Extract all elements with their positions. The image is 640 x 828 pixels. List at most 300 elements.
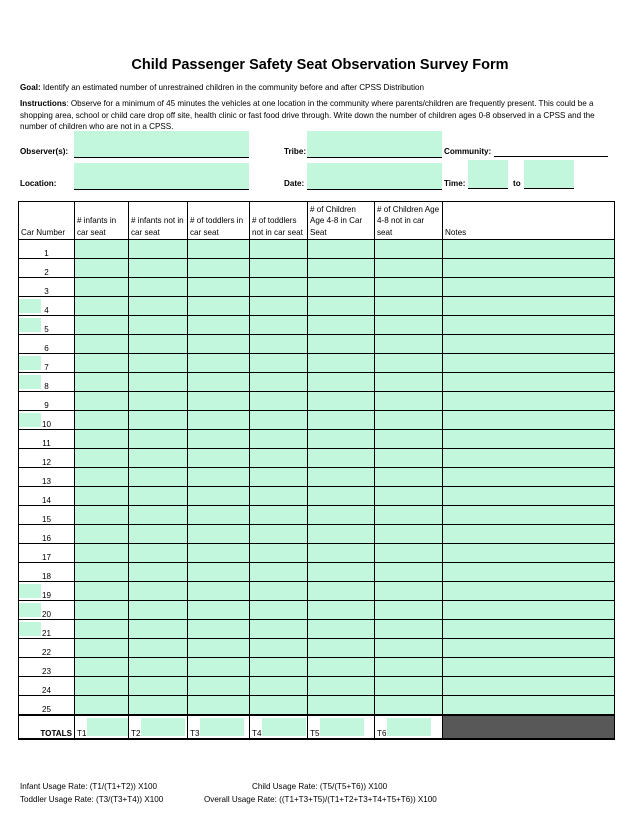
car-number-cell: [19, 620, 75, 639]
community-field[interactable]: [494, 145, 608, 157]
children-not-in-seat-cell[interactable]: [375, 658, 443, 677]
toddlers-in-seat-cell[interactable]: [188, 259, 250, 278]
toddlers-not-in-seat-cell[interactable]: [250, 677, 308, 696]
infants-not-in-seat-cell[interactable]: [129, 278, 188, 297]
toddlers-in-seat-cell[interactable]: [188, 392, 250, 411]
children-in-seat-cell[interactable]: [308, 392, 375, 411]
overall-rate-formula: Overall Usage Rate: ((T1+T3+T5)/(T1+T2+T3+T4+T5+T6)) X100: [204, 795, 437, 804]
toddlers-not-in-seat-cell[interactable]: [250, 658, 308, 677]
car-number-cell: [19, 639, 75, 658]
notes-cell[interactable]: [443, 601, 615, 620]
toddlers-not-in-seat-cell[interactable]: [250, 601, 308, 620]
car-number: 2: [44, 268, 49, 277]
time-end-field[interactable]: [524, 160, 574, 189]
toddlers-not-in-seat-cell[interactable]: [250, 240, 308, 259]
total-label-t3: T3: [190, 728, 200, 738]
car-number-cell: [19, 297, 75, 316]
infants-in-seat-cell[interactable]: [75, 259, 129, 278]
infants-not-in-seat-cell[interactable]: [129, 411, 188, 430]
car-number: 24: [41, 686, 51, 695]
table-row: [19, 696, 615, 715]
car-number-cell: [19, 354, 75, 373]
car-number-cell: [19, 373, 75, 392]
toddlers-not-in-seat-cell[interactable]: [250, 487, 308, 506]
car-number: 11: [42, 439, 51, 448]
table-row: [19, 278, 615, 297]
children-not-in-seat-cell[interactable]: [375, 297, 443, 316]
total-cell-t3[interactable]: [188, 715, 250, 739]
toddlers-in-seat-cell[interactable]: [188, 696, 250, 715]
table-row: [19, 411, 615, 430]
infants-in-seat-cell[interactable]: [75, 430, 129, 449]
col-header-infants-not-in-seat: # infants not in car seat: [129, 202, 188, 240]
children-not-in-seat-cell[interactable]: [375, 696, 443, 715]
car-number: 18: [41, 572, 51, 581]
car-number: 7: [44, 363, 49, 372]
col-header-children-in-seat: # of Children Age 4-8 in Car Seat: [308, 202, 375, 240]
car-number: 16: [41, 534, 51, 543]
notes-cell[interactable]: [443, 487, 615, 506]
infants-not-in-seat-cell[interactable]: [129, 601, 188, 620]
car-number: 12: [41, 458, 51, 467]
toddlers-not-in-seat-cell[interactable]: [250, 582, 308, 601]
table-row: [19, 639, 615, 658]
infants-in-seat-cell[interactable]: [75, 658, 129, 677]
toddlers-not-in-seat-cell[interactable]: [250, 563, 308, 582]
total-label-t2: T2: [131, 728, 141, 738]
car-number: 10: [41, 420, 51, 429]
children-in-seat-cell[interactable]: [308, 240, 375, 259]
car-number-cell: [19, 601, 75, 620]
goal-body: Identify an estimated number of unrestrained children in the community before and after CPSS Distribution: [40, 83, 424, 92]
car-number: 1: [44, 249, 49, 258]
car-number: 14: [41, 496, 51, 505]
infants-in-seat-cell[interactable]: [75, 278, 129, 297]
notes-cell[interactable]: [443, 525, 615, 544]
toddlers-in-seat-cell[interactable]: [188, 240, 250, 259]
car-number-cell: [19, 582, 75, 601]
notes-cell[interactable]: [443, 544, 615, 563]
children-not-in-seat-cell[interactable]: [375, 544, 443, 563]
toddlers-not-in-seat-cell[interactable]: [250, 544, 308, 563]
total-label-t5: T5: [310, 728, 320, 738]
children-not-in-seat-cell[interactable]: [375, 430, 443, 449]
observers-label: Observer(s):: [20, 147, 69, 156]
car-number: 23: [41, 667, 51, 676]
infants-in-seat-cell[interactable]: [75, 506, 129, 525]
toddlers-in-seat-cell[interactable]: [188, 658, 250, 677]
children-in-seat-cell[interactable]: [308, 468, 375, 487]
table-row: [19, 468, 615, 487]
car-number-cell: [19, 278, 75, 297]
toddlers-in-seat-cell[interactable]: [188, 373, 250, 392]
toddlers-not-in-seat-cell[interactable]: [250, 411, 308, 430]
car-number: 13: [41, 477, 51, 486]
children-in-seat-cell[interactable]: [308, 563, 375, 582]
notes-cell[interactable]: [443, 677, 615, 696]
car-number-cell: [19, 335, 75, 354]
notes-cell[interactable]: [443, 259, 615, 278]
toddler-rate-formula: Toddler Usage Rate: (T3/(T3+T4)) X100: [20, 795, 164, 804]
tribe-field[interactable]: [307, 131, 442, 158]
col-header-children-not-in-seat: # of Children Age 4-8 not in car seat: [375, 202, 443, 240]
infants-in-seat-cell[interactable]: [75, 449, 129, 468]
community-label: Community:: [444, 147, 492, 156]
infants-in-seat-cell[interactable]: [75, 354, 129, 373]
time-label: Time:: [444, 179, 466, 188]
infants-not-in-seat-cell[interactable]: [129, 582, 188, 601]
toddlers-not-in-seat-cell[interactable]: [250, 278, 308, 297]
table-row: [19, 487, 615, 506]
notes-cell[interactable]: [443, 316, 615, 335]
toddlers-in-seat-cell[interactable]: [188, 639, 250, 658]
children-in-seat-cell[interactable]: [308, 525, 375, 544]
total-cell-t2[interactable]: [129, 715, 188, 739]
infants-not-in-seat-cell[interactable]: [129, 259, 188, 278]
children-in-seat-cell[interactable]: [308, 316, 375, 335]
notes-cell[interactable]: [443, 411, 615, 430]
children-not-in-seat-cell[interactable]: [375, 392, 443, 411]
children-not-in-seat-cell[interactable]: [375, 468, 443, 487]
car-number-cell: [19, 544, 75, 563]
notes-cell[interactable]: [443, 373, 615, 392]
children-not-in-seat-cell[interactable]: [375, 677, 443, 696]
toddlers-not-in-seat-cell[interactable]: [250, 297, 308, 316]
car-number-cell: [19, 449, 75, 468]
toddlers-in-seat-cell[interactable]: [188, 278, 250, 297]
children-not-in-seat-cell[interactable]: [375, 373, 443, 392]
total-label-t4: T4: [252, 728, 262, 738]
infants-not-in-seat-cell[interactable]: [129, 392, 188, 411]
toddlers-not-in-seat-cell[interactable]: [250, 392, 308, 411]
children-in-seat-cell[interactable]: [308, 582, 375, 601]
children-not-in-seat-cell[interactable]: [375, 487, 443, 506]
infants-in-seat-cell[interactable]: [75, 639, 129, 658]
children-not-in-seat-cell[interactable]: [375, 411, 443, 430]
infants-in-seat-cell[interactable]: [75, 525, 129, 544]
children-not-in-seat-cell[interactable]: [375, 335, 443, 354]
children-in-seat-cell[interactable]: [308, 506, 375, 525]
table-row: [19, 677, 615, 696]
car-number-cell: [19, 658, 75, 677]
table-row: [19, 658, 615, 677]
car-number: 9: [44, 401, 49, 410]
infants-not-in-seat-cell[interactable]: [129, 544, 188, 563]
notes-cell[interactable]: [443, 278, 615, 297]
goal-label: Goal:: [20, 83, 41, 92]
total-label-t1: T1: [77, 728, 87, 738]
totals-row: [19, 715, 615, 739]
toddlers-in-seat-cell[interactable]: [188, 354, 250, 373]
infants-in-seat-cell[interactable]: [75, 582, 129, 601]
toddlers-not-in-seat-cell[interactable]: [250, 430, 308, 449]
car-number-cell: [19, 487, 75, 506]
toddlers-in-seat-cell[interactable]: [188, 677, 250, 696]
table-row: [19, 525, 615, 544]
infants-not-in-seat-cell[interactable]: [129, 563, 188, 582]
toddlers-not-in-seat-cell[interactable]: [250, 259, 308, 278]
children-in-seat-cell[interactable]: [308, 677, 375, 696]
table-row: [19, 506, 615, 525]
col-header-car-number: Car Number: [19, 202, 75, 240]
car-number-cell: [19, 240, 75, 259]
car-number: 19: [41, 591, 51, 600]
infants-in-seat-cell[interactable]: [75, 601, 129, 620]
form-title: Child Passenger Safety Seat Observation Survey Form: [131, 57, 509, 73]
time-to-label: to: [513, 179, 521, 188]
children-not-in-seat-cell[interactable]: [375, 259, 443, 278]
infants-in-seat-cell[interactable]: [75, 392, 129, 411]
toddlers-not-in-seat-cell[interactable]: [250, 373, 308, 392]
infants-in-seat-cell[interactable]: [75, 335, 129, 354]
car-number: 20: [41, 610, 51, 619]
goal-text: [20, 82, 616, 94]
toddlers-in-seat-cell[interactable]: [188, 620, 250, 639]
table-row: [19, 335, 615, 354]
children-not-in-seat-cell[interactable]: [375, 620, 443, 639]
infants-not-in-seat-cell[interactable]: [129, 354, 188, 373]
infants-in-seat-cell[interactable]: [75, 487, 129, 506]
date-field[interactable]: [307, 163, 442, 190]
table-body: [19, 240, 615, 715]
table-row: [19, 259, 615, 278]
infants-in-seat-cell[interactable]: [75, 620, 129, 639]
table-row: [19, 582, 615, 601]
notes-cell[interactable]: [443, 335, 615, 354]
infants-not-in-seat-cell[interactable]: [129, 487, 188, 506]
car-number: 21: [41, 629, 51, 638]
children-in-seat-cell[interactable]: [308, 373, 375, 392]
date-label: Date:: [284, 179, 305, 188]
col-header-infants-in-seat: # infants in car seat: [75, 202, 129, 240]
children-in-seat-cell[interactable]: [308, 449, 375, 468]
infants-in-seat-cell[interactable]: [75, 373, 129, 392]
children-in-seat-cell[interactable]: [308, 639, 375, 658]
table-row: [19, 544, 615, 563]
infants-in-seat-cell[interactable]: [75, 297, 129, 316]
children-not-in-seat-cell[interactable]: [375, 601, 443, 620]
car-number: 4: [44, 306, 49, 315]
toddlers-in-seat-cell[interactable]: [188, 297, 250, 316]
car-number-cell: [19, 430, 75, 449]
car-number-cell: [19, 696, 75, 715]
infants-in-seat-cell[interactable]: [75, 468, 129, 487]
car-number-cell: [19, 468, 75, 487]
total-cell-t4[interactable]: [250, 715, 308, 739]
toddlers-not-in-seat-cell[interactable]: [250, 449, 308, 468]
infants-in-seat-cell[interactable]: [75, 316, 129, 335]
location-field[interactable]: [74, 163, 249, 190]
col-header-notes: Notes: [443, 202, 615, 240]
notes-cell[interactable]: [443, 297, 615, 316]
children-in-seat-cell[interactable]: [308, 278, 375, 297]
tribe-label: Tribe:: [284, 147, 307, 156]
car-number: 6: [44, 344, 49, 353]
total-cell-t1[interactable]: [75, 715, 129, 739]
infants-not-in-seat-cell[interactable]: [129, 449, 188, 468]
car-number: 8: [44, 382, 49, 391]
total-label-t6: T6: [377, 728, 387, 738]
toddlers-in-seat-cell[interactable]: [188, 601, 250, 620]
infants-in-seat-cell[interactable]: [75, 411, 129, 430]
toddlers-in-seat-cell[interactable]: [188, 544, 250, 563]
table-row: [19, 373, 615, 392]
toddlers-not-in-seat-cell[interactable]: [250, 316, 308, 335]
col-header-toddlers-in-seat: # of toddlers in car seat: [188, 202, 250, 240]
total-cell-t5[interactable]: [308, 715, 375, 739]
infants-in-seat-cell[interactable]: [75, 677, 129, 696]
infants-not-in-seat-cell[interactable]: [129, 525, 188, 544]
toddlers-not-in-seat-cell[interactable]: [250, 639, 308, 658]
infants-in-seat-cell[interactable]: [75, 563, 129, 582]
car-number-cell: [19, 525, 75, 544]
notes-cell[interactable]: [443, 658, 615, 677]
infants-not-in-seat-cell[interactable]: [129, 506, 188, 525]
toddlers-not-in-seat-cell[interactable]: [250, 468, 308, 487]
toddlers-not-in-seat-cell[interactable]: [250, 354, 308, 373]
car-number: 25: [41, 704, 51, 714]
table-row: [19, 601, 615, 620]
notes-cell[interactable]: [443, 449, 615, 468]
infant-rate-formula: Infant Usage Rate: (T1/(T1+T2)) X100: [20, 782, 157, 791]
table-row: [19, 430, 615, 449]
car-number: 22: [41, 648, 51, 657]
notes-cell[interactable]: [443, 563, 615, 582]
toddlers-in-seat-cell[interactable]: [188, 563, 250, 582]
children-not-in-seat-cell[interactable]: [375, 525, 443, 544]
instructions-text: [20, 98, 616, 133]
toddlers-in-seat-cell[interactable]: [188, 487, 250, 506]
time-start-field[interactable]: [468, 160, 508, 189]
toddlers-in-seat-cell[interactable]: [188, 411, 250, 430]
car-number-cell: [19, 677, 75, 696]
infants-not-in-seat-cell[interactable]: [129, 468, 188, 487]
totals-notes-blank: [443, 715, 615, 739]
car-number-cell: [19, 563, 75, 582]
instructions-body: : Observe for a minimum of 45 minutes the vehicles at one location in the community where parents/children are frequently present. This could be a shopping area, school or child care drop off site, health clinic or fast food drive through. Write down the number of children ages 0-8 observed in a CPSS and the number of children who are not in a CPSS.: [20, 99, 595, 131]
notes-cell[interactable]: [443, 468, 615, 487]
toddlers-not-in-seat-cell[interactable]: [250, 620, 308, 639]
toddlers-not-in-seat-cell[interactable]: [250, 506, 308, 525]
children-in-seat-cell[interactable]: [308, 620, 375, 639]
table-row: [19, 240, 615, 259]
notes-cell[interactable]: [443, 506, 615, 525]
toddlers-in-seat-cell[interactable]: [188, 506, 250, 525]
table-row: [19, 620, 615, 639]
location-label: Location:: [20, 179, 57, 188]
car-number-cell: [19, 411, 75, 430]
children-in-seat-cell[interactable]: [308, 430, 375, 449]
infants-not-in-seat-cell[interactable]: [129, 316, 188, 335]
toddlers-not-in-seat-cell[interactable]: [250, 696, 308, 715]
infants-not-in-seat-cell[interactable]: [129, 696, 188, 715]
children-in-seat-cell[interactable]: [308, 335, 375, 354]
toddlers-in-seat-cell[interactable]: [188, 316, 250, 335]
table-row: [19, 354, 615, 373]
toddlers-not-in-seat-cell[interactable]: [250, 335, 308, 354]
car-number: 17: [41, 553, 51, 562]
children-in-seat-cell[interactable]: [308, 354, 375, 373]
table-row: [19, 316, 615, 335]
infants-not-in-seat-cell[interactable]: [129, 430, 188, 449]
toddlers-in-seat-cell[interactable]: [188, 525, 250, 544]
children-not-in-seat-cell[interactable]: [375, 563, 443, 582]
car-number-cell: [19, 392, 75, 411]
child-rate-formula: Child Usage Rate: (T5/(T5+T6)) X100: [252, 782, 388, 791]
car-number: 5: [44, 325, 49, 334]
children-in-seat-cell[interactable]: [308, 259, 375, 278]
children-not-in-seat-cell[interactable]: [375, 354, 443, 373]
infants-not-in-seat-cell[interactable]: [129, 658, 188, 677]
notes-cell[interactable]: [443, 582, 615, 601]
infants-not-in-seat-cell[interactable]: [129, 297, 188, 316]
infants-in-seat-cell[interactable]: [75, 240, 129, 259]
toddlers-in-seat-cell[interactable]: [188, 430, 250, 449]
children-not-in-seat-cell[interactable]: [375, 278, 443, 297]
notes-cell[interactable]: [443, 354, 615, 373]
col-header-toddlers-not-in-seat: # of toddlers not in car seat: [250, 202, 308, 240]
infants-not-in-seat-cell[interactable]: [129, 240, 188, 259]
children-not-in-seat-cell[interactable]: [375, 449, 443, 468]
children-in-seat-cell[interactable]: [308, 297, 375, 316]
children-not-in-seat-cell[interactable]: [375, 316, 443, 335]
car-number: 3: [44, 287, 49, 296]
children-not-in-seat-cell[interactable]: [375, 240, 443, 259]
notes-cell[interactable]: [443, 392, 615, 411]
infants-not-in-seat-cell[interactable]: [129, 620, 188, 639]
car-number-cell: [19, 316, 75, 335]
toddlers-in-seat-cell[interactable]: [188, 582, 250, 601]
instructions-label: Instructions: [20, 99, 67, 108]
toddlers-not-in-seat-cell[interactable]: [250, 525, 308, 544]
children-in-seat-cell[interactable]: [308, 696, 375, 715]
children-not-in-seat-cell[interactable]: [375, 582, 443, 601]
table-row: [19, 563, 615, 582]
notes-cell[interactable]: [443, 620, 615, 639]
totals-label: TOTALS: [19, 715, 75, 739]
infants-in-seat-cell[interactable]: [75, 544, 129, 563]
total-cell-t6[interactable]: [375, 715, 443, 739]
toddlers-in-seat-cell[interactable]: [188, 449, 250, 468]
car-number-cell: [19, 506, 75, 525]
table-row: [19, 449, 615, 468]
notes-cell[interactable]: [443, 639, 615, 658]
table-row: [19, 392, 615, 411]
notes-cell[interactable]: [443, 240, 615, 259]
car-number-cell: [19, 259, 75, 278]
children-in-seat-cell[interactable]: [308, 658, 375, 677]
children-in-seat-cell[interactable]: [308, 487, 375, 506]
children-in-seat-cell[interactable]: [308, 544, 375, 563]
children-in-seat-cell[interactable]: [308, 411, 375, 430]
observation-table: [18, 201, 615, 740]
infants-not-in-seat-cell[interactable]: [129, 373, 188, 392]
toddlers-in-seat-cell[interactable]: [188, 335, 250, 354]
infants-not-in-seat-cell[interactable]: [129, 677, 188, 696]
children-in-seat-cell[interactable]: [308, 601, 375, 620]
observers-field[interactable]: [74, 131, 249, 158]
children-not-in-seat-cell[interactable]: [375, 639, 443, 658]
notes-cell[interactable]: [443, 430, 615, 449]
infants-in-seat-cell[interactable]: [75, 696, 129, 715]
toddlers-in-seat-cell[interactable]: [188, 468, 250, 487]
infants-not-in-seat-cell[interactable]: [129, 639, 188, 658]
infants-not-in-seat-cell[interactable]: [129, 335, 188, 354]
table-header-row: [19, 202, 615, 240]
children-not-in-seat-cell[interactable]: [375, 506, 443, 525]
notes-cell[interactable]: [443, 696, 615, 715]
table-row: [19, 297, 615, 316]
